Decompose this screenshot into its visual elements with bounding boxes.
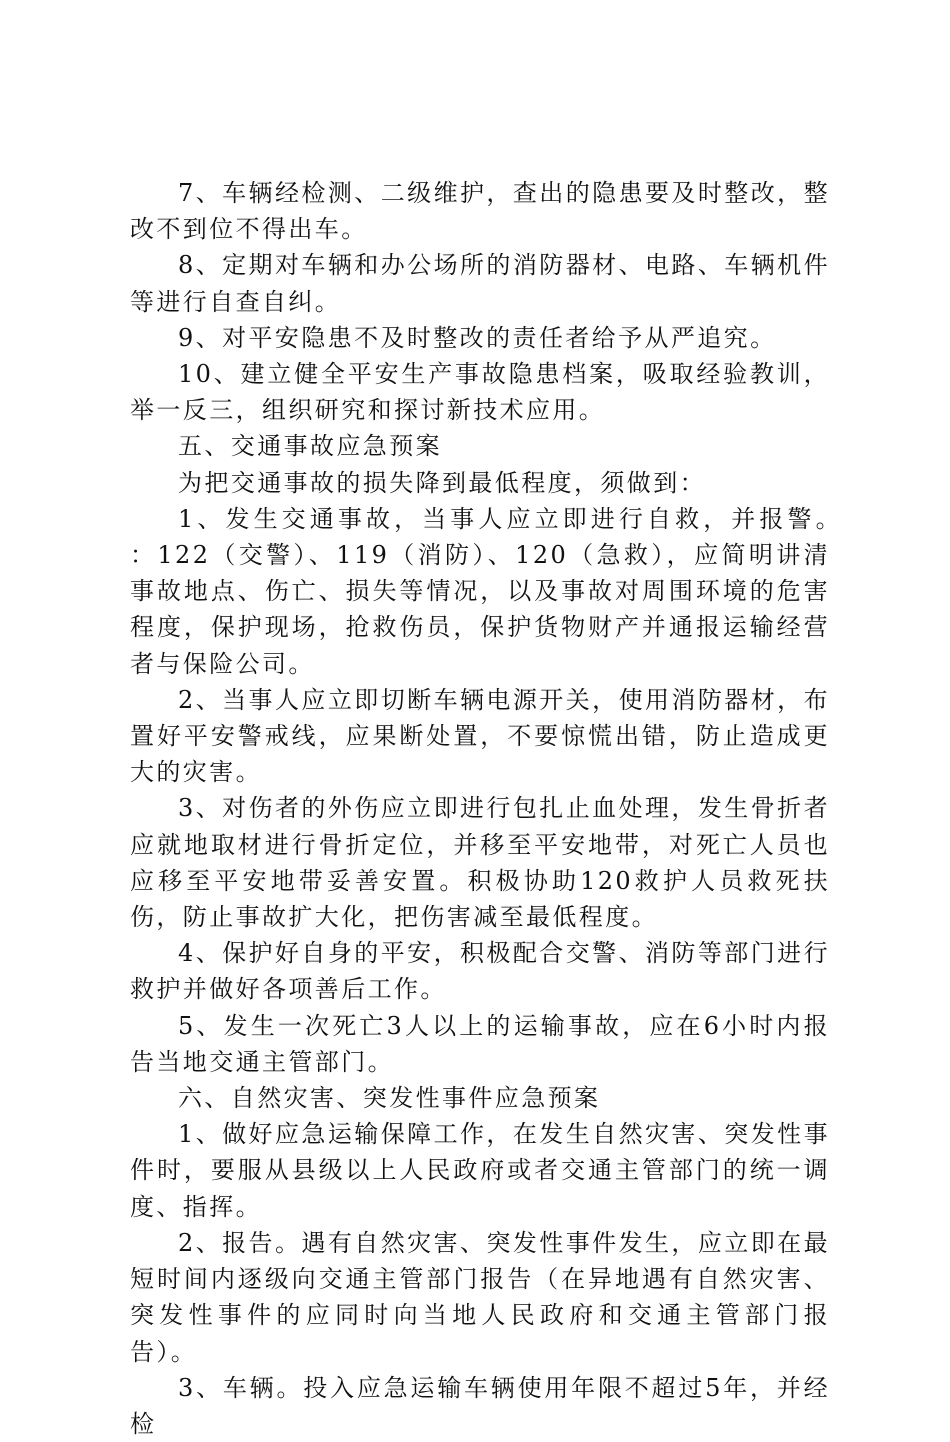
accident-item-2: 2、当事人应立即切断车辆电源开关，使用消防器材，布置好平安警戒线，应果断处置，不要惊慌出错，防止造成更大的灾害。 bbox=[130, 685, 830, 787]
paragraph-item-9: 9、对平安隐患不及时整改的责任者给予从严追究。 bbox=[178, 323, 777, 352]
section-heading-6: 六、自然灾害、突发性事件应急预案 bbox=[178, 1084, 601, 1113]
accident-item-5: 5、发生一次死亡3人以上的运输事故，应在6小时内报告当地交通主管部门。 bbox=[130, 1011, 830, 1076]
accident-item-3: 3、对伤者的外伤应立即进行包扎止血处理，发生骨折者应就地取材进行骨折定位，并移至平安地带，对死亡人员也应移至平安地带妥善安置。积极协助120救护人员救死扶伤，防止事故扩大化，把伤害减至最低程度。 bbox=[130, 794, 830, 932]
paragraph-item-10: 10、建立健全平安生产事故隐患档案，吸取经验教训，举一反三，组织研究和探讨新技术应用。 bbox=[130, 360, 830, 425]
disaster-item-3: 3、车辆。投入应急运输车辆使用年限不超过5年，并经检 bbox=[130, 1373, 830, 1438]
accident-item-4: 4、保护好自身的平安，积极配合交警、消防等部门进行救护并做好各项善后工作。 bbox=[130, 939, 830, 1004]
paragraph-item-7: 7、车辆经检测、二级维护，查出的隐患要及时整改，整改不到位不得出车。 bbox=[130, 179, 830, 244]
section-heading-5: 五、交通事故应急预案 bbox=[178, 432, 442, 461]
disaster-item-2: 2、报告。遇有自然灾害、突发性事件发生，应立即在最短时间内逐级向交通主管部门报告（在异地遇有自然灾害、突发性事件的应同时向当地人民政府和交通主管部门报告）。 bbox=[130, 1228, 830, 1366]
document-body bbox=[130, 175, 883, 1442]
section-intro: 为把交通事故的损失降到最低程度，须做到： bbox=[178, 468, 706, 497]
paragraph-item-8: 8、定期对车辆和办公场所的消防器材、电路、车辆机件等进行自查自纠。 bbox=[130, 251, 830, 316]
accident-item-1: 1、发生交通事故，当事人应立即进行自救，并报警。 ：122（交警）、119（消防）、120（急救），应简明讲清事故地点、伤亡、损失等情况，以及事故对周围环境的危害程度，保护现场，抢救伤员，保护货物财产并通报运输经营者与保险公司。 bbox=[130, 504, 883, 678]
disaster-item-1: 1、做好应急运输保障工作，在发生自然灾害、突发性事件时，要服从县级以上人民政府或者交通主管部门的统一调度、指挥。 bbox=[130, 1120, 830, 1221]
